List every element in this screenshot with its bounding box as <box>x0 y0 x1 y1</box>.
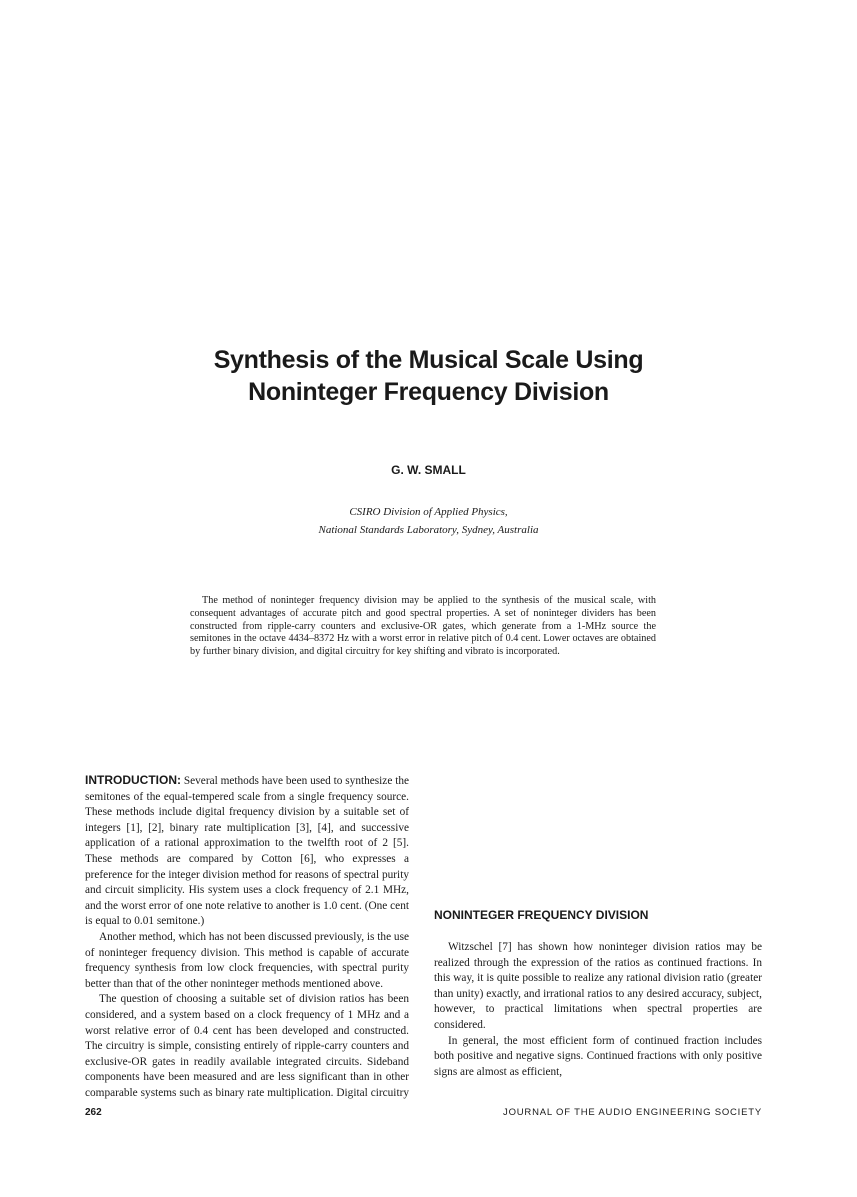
intro-paragraph-2: Another method, which has not been discussed previously, is the use of noninteger frequency division. This method is capable of accurate frequency synthesis from low clock frequencies, with spectral purity better than that of the other noninteger methods mentioned above. <box>85 930 409 990</box>
section-paragraph-2: In general, the most efficient form of continued fraction includes both positive and negative signs. Continued fractions with only positive signs are almost as efficient, <box>434 1034 762 1078</box>
intro-paragraph-1-text: Several methods have been used to synthesize the semitones of the equal-tempered scale from a single frequency source. These methods include digital frequency division by a suitable set of integers [1], [2], binary rate multiplication [3], [4], and successive application of a rational approximation to the twelfth root of 2 [5]. These methods are compared by Cotton [6], who expresses a preference for the integer division method for reasons of spectral purity and circuit simplicity. His system uses a clock frequency of 2.1 MHz, and the worst error of one note relative to another is 1.0 cent. (One cent is equal to 0.01 semitone.) <box>85 775 409 928</box>
affiliation-line-2: National Standards Laboratory, Sydney, Australia <box>318 524 539 536</box>
right-column <box>434 940 762 1080</box>
introduction-heading: INTRODUCTION: <box>85 773 181 787</box>
article-title <box>150 344 707 408</box>
title-line-2: Noninteger Frequency Division <box>248 378 609 406</box>
journal-name: JOURNAL OF THE AUDIO ENGINEERING SOCIETY <box>503 1107 762 1118</box>
intro-paragraph-3-text: The question of choosing a suitable set of division ratios has been considered, and a system based on a clock frequency of 1 MHz and a worst relative error of 0.4 cent has been developed and constructed. The circuitry is simple, consisting entirely of ripple-carry counters and exclusive-OR gates in readily available integrated circuits. Sideband components have been measured and are less significant than in other comparable systems such as binary rate multiplication. Digital circuitry <box>85 993 409 1099</box>
title-line-1: Synthesis of the Musical Scale Using <box>213 346 644 374</box>
author-name: G. W. SMALL <box>391 463 466 477</box>
abstract: The method of noninteger frequency division may be applied to the synthesis of the musical scale, with consequent advantages of accurate pitch and good spectral properties. A set of noninteger dividers has been constructed from ripple-carry counters and exclusive-OR gates, which generate from a 1-MHz source the semitones in the octave 4434–8372 Hz with a worst error in relative pitch of 0.4 cent. Lower octaves are obtained by further binary division, and digital circuitry for key shifting and vibrato is incorporated. <box>190 595 656 658</box>
page-number: 262 <box>85 1107 102 1118</box>
intro-paragraph-3-start <box>85 992 409 1101</box>
author-affiliation <box>200 503 657 539</box>
intro-paragraph-1 <box>85 773 409 930</box>
left-column <box>85 773 409 1101</box>
section-paragraph-1: Witzschel [7] has shown how noninteger division ratios may be realized through the expression of the ratios as continued fractions. In this way, it is quite possible to realize any rational division ratio (greater than unity) exactly, and irrational ratios to any desired accuracy, subject, however, to practical limitations when spectral properties are considered. <box>434 941 762 1031</box>
section-heading: NONINTEGER FREQUENCY DIVISION <box>434 908 649 922</box>
affiliation-line-1: CSIRO Division of Applied Physics, <box>349 506 508 518</box>
